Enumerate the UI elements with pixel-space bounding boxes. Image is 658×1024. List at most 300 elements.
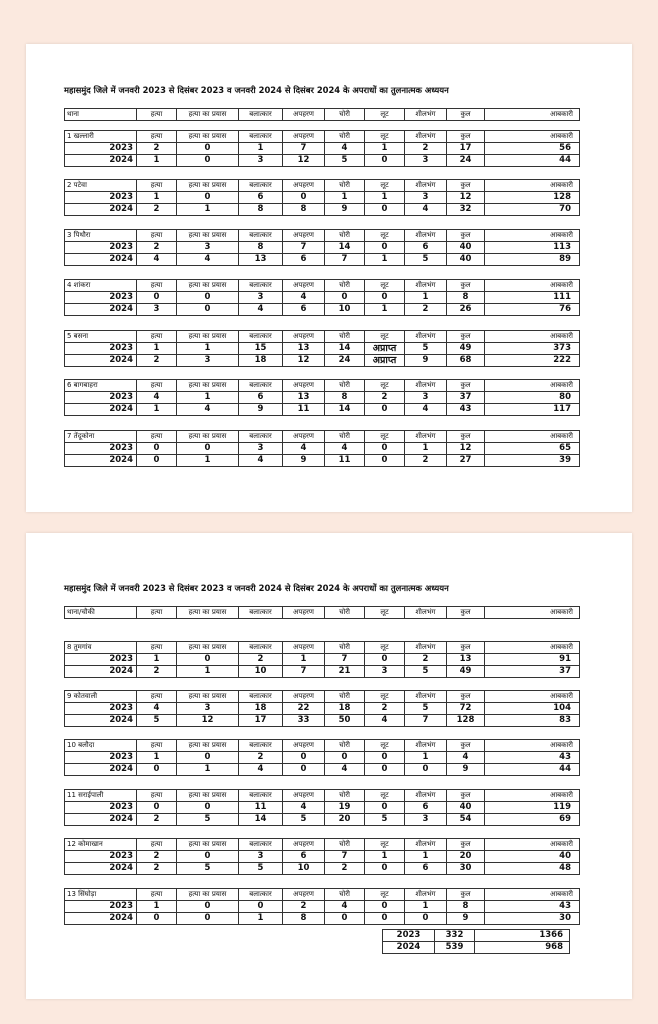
value-murder: 4 (137, 254, 177, 266)
column-label-total: कुल (447, 131, 485, 143)
value-total: 13 (447, 654, 485, 666)
column-label-attempt-murder: हत्या का प्रयास (177, 642, 239, 654)
column-label-excise: आबकारी (485, 839, 580, 851)
value-attempt-murder: 0 (177, 143, 239, 155)
value-kidnapping: 12 (283, 355, 325, 367)
header-total: कुल (447, 607, 485, 619)
station-header-row (65, 131, 580, 143)
value-total: 49 (447, 343, 485, 355)
column-label-rape: बलात्कार (239, 691, 283, 703)
totals-excise: 1366 (475, 930, 570, 942)
value-total: 54 (447, 814, 485, 826)
value-excise: 89 (485, 254, 580, 266)
totals-sum: 332 (435, 930, 475, 942)
value-robbery: 4 (365, 715, 405, 727)
year-cell: 2023 (65, 443, 137, 455)
column-label-attempt-murder: हत्या का प्रयास (177, 380, 239, 392)
header-murder: हत्या (137, 109, 177, 121)
value-theft: 14 (325, 404, 365, 416)
totals-excise: 968 (475, 942, 570, 954)
column-label-molestation: शीलभंग (405, 131, 447, 143)
column-label-molestation: शीलभंग (405, 790, 447, 802)
value-molestation: 1 (405, 752, 447, 764)
column-label-theft: चोरी (325, 431, 365, 443)
value-murder: 2 (137, 666, 177, 678)
year-row (65, 455, 580, 467)
year-row (65, 666, 580, 678)
value-robbery: 3 (365, 666, 405, 678)
header-station: थाना (65, 109, 137, 121)
column-label-attempt-murder: हत्या का प्रयास (177, 280, 239, 292)
value-total: 40 (447, 242, 485, 254)
value-murder: 1 (137, 752, 177, 764)
value-murder: 5 (137, 715, 177, 727)
value-theft: 10 (325, 304, 365, 316)
totals-sum: 539 (435, 942, 475, 954)
value-molestation: 6 (405, 802, 447, 814)
column-label-theft: चोरी (325, 740, 365, 752)
year-row (65, 851, 580, 863)
value-robbery: 1 (365, 851, 405, 863)
value-theft: 2 (325, 863, 365, 875)
year-row (65, 802, 580, 814)
station-table (64, 379, 580, 416)
value-attempt-murder: 0 (177, 304, 239, 316)
year-row (65, 404, 580, 416)
value-molestation: 6 (405, 863, 447, 875)
value-total: 72 (447, 703, 485, 715)
value-molestation: 2 (405, 304, 447, 316)
station-table (64, 739, 580, 776)
station-header-row (65, 230, 580, 242)
column-label-excise: आबकारी (485, 889, 580, 901)
year-row (65, 703, 580, 715)
column-label-molestation: शीलभंग (405, 280, 447, 292)
value-kidnapping: 6 (283, 304, 325, 316)
value-excise: 70 (485, 204, 580, 216)
value-theft: 19 (325, 802, 365, 814)
column-label-robbery: लूट (365, 331, 405, 343)
value-robbery: 0 (365, 654, 405, 666)
column-label-attempt-murder: हत्या का प्रयास (177, 790, 239, 802)
value-murder: 2 (137, 814, 177, 826)
value-theft: 21 (325, 666, 365, 678)
value-attempt-murder: 0 (177, 913, 239, 925)
column-label-total: कुल (447, 889, 485, 901)
value-kidnapping: 4 (283, 292, 325, 304)
value-robbery: 0 (365, 242, 405, 254)
value-kidnapping: 5 (283, 814, 325, 826)
year-cell: 2024 (65, 155, 137, 167)
header-molestation: शीलभंग (405, 109, 447, 121)
value-molestation: 5 (405, 666, 447, 678)
column-label-molestation: शीलभंग (405, 889, 447, 901)
value-kidnapping: 0 (283, 752, 325, 764)
value-excise: 113 (485, 242, 580, 254)
station-header-row (65, 790, 580, 802)
station-name: 6 बागबाहरा (65, 380, 137, 392)
value-robbery: 1 (365, 254, 405, 266)
column-label-murder: हत्या (137, 691, 177, 703)
value-molestation: 5 (405, 703, 447, 715)
value-excise: 222 (485, 355, 580, 367)
value-molestation: 0 (405, 764, 447, 776)
year-cell: 2023 (65, 392, 137, 404)
column-label-robbery: लूट (365, 691, 405, 703)
year-cell: 2024 (65, 863, 137, 875)
station-name: 5 बसना (65, 331, 137, 343)
year-row (65, 764, 580, 776)
year-row (65, 242, 580, 254)
column-label-molestation: शीलभंग (405, 642, 447, 654)
year-cell: 2023 (65, 654, 137, 666)
year-cell: 2024 (65, 814, 137, 826)
station-header-row (65, 331, 580, 343)
year-cell: 2023 (65, 343, 137, 355)
value-molestation: 2 (405, 455, 447, 467)
year-row (65, 355, 580, 367)
station-header-row (65, 642, 580, 654)
value-total: 12 (447, 192, 485, 204)
value-theft: 14 (325, 343, 365, 355)
header-attempt-murder: हत्या का प्रयास (177, 607, 239, 619)
value-theft: 7 (325, 851, 365, 863)
value-robbery: 2 (365, 392, 405, 404)
column-label-robbery: लूट (365, 740, 405, 752)
year-row (65, 343, 580, 355)
value-rape: 4 (239, 764, 283, 776)
value-total: 9 (447, 764, 485, 776)
column-label-molestation: शीलभंग (405, 331, 447, 343)
page-title: महासमुंद जिले में जनवरी 2023 से दिसंबर 2023 व जनवरी 2024 से दिसंबर 2024 के अपराधों का तुलनात्मक अध्ययन (64, 583, 449, 593)
station-table (64, 641, 580, 678)
value-total: 32 (447, 204, 485, 216)
column-label-murder: हत्या (137, 380, 177, 392)
value-molestation: 0 (405, 913, 447, 925)
value-total: 40 (447, 802, 485, 814)
year-row (65, 715, 580, 727)
value-theft: 4 (325, 901, 365, 913)
value-excise: 91 (485, 654, 580, 666)
column-label-excise: आबकारी (485, 380, 580, 392)
value-excise: 43 (485, 901, 580, 913)
value-rape: 3 (239, 443, 283, 455)
value-kidnapping: 13 (283, 343, 325, 355)
year-cell: 2024 (65, 913, 137, 925)
value-murder: 4 (137, 392, 177, 404)
year-cell: 2023 (65, 292, 137, 304)
column-label-robbery: लूट (365, 131, 405, 143)
column-label-murder: हत्या (137, 131, 177, 143)
column-label-robbery: लूट (365, 180, 405, 192)
column-label-theft: चोरी (325, 691, 365, 703)
value-rape: 18 (239, 703, 283, 715)
column-label-total: कुल (447, 740, 485, 752)
value-robbery: 0 (365, 292, 405, 304)
value-theft: 7 (325, 654, 365, 666)
value-attempt-murder: 3 (177, 355, 239, 367)
value-murder: 2 (137, 851, 177, 863)
column-label-theft: चोरी (325, 131, 365, 143)
station-name: 3 पिथौरा (65, 230, 137, 242)
station-header-row (65, 380, 580, 392)
column-label-total: कुल (447, 180, 485, 192)
value-attempt-murder: 12 (177, 715, 239, 727)
value-total: 24 (447, 155, 485, 167)
value-murder: 1 (137, 155, 177, 167)
value-molestation: 2 (405, 654, 447, 666)
value-robbery: 0 (365, 455, 405, 467)
column-label-robbery: लूट (365, 230, 405, 242)
column-label-excise: आबकारी (485, 180, 580, 192)
value-murder: 0 (137, 292, 177, 304)
value-excise: 30 (485, 913, 580, 925)
column-label-rape: बलात्कार (239, 180, 283, 192)
value-molestation: 3 (405, 814, 447, 826)
value-kidnapping: 7 (283, 143, 325, 155)
value-rape: 10 (239, 666, 283, 678)
column-label-murder: हत्या (137, 431, 177, 443)
column-label-total: कुल (447, 380, 485, 392)
column-label-molestation: शीलभंग (405, 740, 447, 752)
year-cell: 2023 (65, 143, 137, 155)
column-label-total: कुल (447, 280, 485, 292)
value-murder: 0 (137, 913, 177, 925)
station-name: 13 सिंघोड़ा (65, 889, 137, 901)
value-excise: 111 (485, 292, 580, 304)
station-header-row (65, 180, 580, 192)
column-label-attempt-murder: हत्या का प्रयास (177, 331, 239, 343)
station-name: 4 शांकरा (65, 280, 137, 292)
value-robbery: 0 (365, 204, 405, 216)
value-robbery: 1 (365, 192, 405, 204)
value-theft: 8 (325, 392, 365, 404)
value-excise: 83 (485, 715, 580, 727)
value-attempt-murder: 5 (177, 863, 239, 875)
value-molestation: 6 (405, 242, 447, 254)
value-total: 27 (447, 455, 485, 467)
value-total: 128 (447, 715, 485, 727)
column-label-kidnapping: अपहरण (283, 642, 325, 654)
value-molestation: 4 (405, 404, 447, 416)
value-attempt-murder: 4 (177, 254, 239, 266)
value-excise: 76 (485, 304, 580, 316)
value-theft: 14 (325, 242, 365, 254)
column-label-molestation: शीलभंग (405, 839, 447, 851)
header-robbery: लूट (365, 607, 405, 619)
value-theft: 20 (325, 814, 365, 826)
column-label-rape: बलात्कार (239, 740, 283, 752)
column-label-kidnapping: अपहरण (283, 790, 325, 802)
column-label-robbery: लूट (365, 642, 405, 654)
column-label-murder: हत्या (137, 889, 177, 901)
column-label-attempt-murder: हत्या का प्रयास (177, 431, 239, 443)
column-label-murder: हत्या (137, 230, 177, 242)
station-name: 10 बलौदा (65, 740, 137, 752)
year-row (65, 913, 580, 925)
year-row (65, 654, 580, 666)
year-row (65, 443, 580, 455)
value-kidnapping: 10 (283, 863, 325, 875)
station-table (64, 179, 580, 216)
document-page-1 (26, 44, 632, 512)
value-attempt-murder: 1 (177, 764, 239, 776)
value-attempt-murder: 0 (177, 901, 239, 913)
station-header-row (65, 740, 580, 752)
value-attempt-murder: 1 (177, 343, 239, 355)
station-name: 9 कोतवाली (65, 691, 137, 703)
value-rape: 1 (239, 143, 283, 155)
value-total: 40 (447, 254, 485, 266)
year-cell: 2023 (65, 242, 137, 254)
header-rape: बलात्कार (239, 607, 283, 619)
grand-totals-table (382, 929, 570, 954)
year-cell: 2024 (65, 304, 137, 316)
station-table (64, 690, 580, 727)
value-theft: 5 (325, 155, 365, 167)
column-label-murder: हत्या (137, 740, 177, 752)
value-molestation: 1 (405, 443, 447, 455)
value-rape: 4 (239, 304, 283, 316)
year-row (65, 292, 580, 304)
value-murder: 1 (137, 654, 177, 666)
value-molestation: 5 (405, 254, 447, 266)
header-theft: चोरी (325, 109, 365, 121)
value-kidnapping: 7 (283, 666, 325, 678)
header-excise: आबकारी (485, 109, 580, 121)
totals-row (383, 942, 570, 954)
value-attempt-murder: 0 (177, 802, 239, 814)
station-table (64, 130, 580, 167)
page-title: महासमुंद जिले में जनवरी 2023 से दिसंबर 2023 व जनवरी 2024 से दिसंबर 2024 के अपराधों का तुलनात्मक अध्ययन (64, 85, 449, 95)
value-theft: 9 (325, 204, 365, 216)
value-excise: 44 (485, 155, 580, 167)
column-label-robbery: लूट (365, 380, 405, 392)
column-label-kidnapping: अपहरण (283, 431, 325, 443)
column-label-total: कुल (447, 431, 485, 443)
value-total: 12 (447, 443, 485, 455)
value-total: 8 (447, 292, 485, 304)
value-theft: 11 (325, 455, 365, 467)
value-robbery: 0 (365, 443, 405, 455)
value-robbery: 5 (365, 814, 405, 826)
value-total: 20 (447, 851, 485, 863)
column-label-theft: चोरी (325, 331, 365, 343)
column-label-excise: आबकारी (485, 691, 580, 703)
column-label-rape: बलात्कार (239, 790, 283, 802)
value-rape: 13 (239, 254, 283, 266)
value-murder: 2 (137, 863, 177, 875)
column-label-attempt-murder: हत्या का प्रयास (177, 230, 239, 242)
value-theft: 4 (325, 764, 365, 776)
value-attempt-murder: 1 (177, 455, 239, 467)
main-header-table (64, 606, 580, 619)
column-label-rape: बलात्कार (239, 380, 283, 392)
value-kidnapping: 8 (283, 204, 325, 216)
value-total: 68 (447, 355, 485, 367)
value-robbery: 0 (365, 913, 405, 925)
year-row (65, 254, 580, 266)
value-excise: 37 (485, 666, 580, 678)
header-station: थाना/चौकी (65, 607, 137, 619)
value-excise: 104 (485, 703, 580, 715)
value-kidnapping: 0 (283, 192, 325, 204)
year-row (65, 204, 580, 216)
value-molestation: 9 (405, 355, 447, 367)
column-label-excise: आबकारी (485, 740, 580, 752)
column-label-murder: हत्या (137, 280, 177, 292)
value-murder: 2 (137, 242, 177, 254)
value-kidnapping: 1 (283, 654, 325, 666)
station-table (64, 430, 580, 467)
column-label-theft: चोरी (325, 280, 365, 292)
value-murder: 1 (137, 343, 177, 355)
value-attempt-murder: 0 (177, 443, 239, 455)
value-excise: 56 (485, 143, 580, 155)
column-label-robbery: लूट (365, 889, 405, 901)
value-excise: 119 (485, 802, 580, 814)
column-label-theft: चोरी (325, 230, 365, 242)
year-row (65, 143, 580, 155)
value-kidnapping: 22 (283, 703, 325, 715)
column-label-robbery: लूट (365, 280, 405, 292)
column-label-attempt-murder: हत्या का प्रयास (177, 889, 239, 901)
value-kidnapping: 4 (283, 802, 325, 814)
value-rape: 15 (239, 343, 283, 355)
main-header-row (65, 607, 580, 619)
column-label-excise: आबकारी (485, 790, 580, 802)
value-excise: 65 (485, 443, 580, 455)
year-cell: 2024 (65, 764, 137, 776)
value-kidnapping: 33 (283, 715, 325, 727)
column-label-attempt-murder: हत्या का प्रयास (177, 839, 239, 851)
value-total: 8 (447, 901, 485, 913)
value-theft: 1 (325, 192, 365, 204)
station-table (64, 838, 580, 875)
column-label-rape: बलात्कार (239, 889, 283, 901)
value-murder: 1 (137, 901, 177, 913)
value-total: 37 (447, 392, 485, 404)
value-total: 30 (447, 863, 485, 875)
value-total: 26 (447, 304, 485, 316)
value-murder: 2 (137, 204, 177, 216)
value-kidnapping: 2 (283, 901, 325, 913)
year-cell: 2024 (65, 404, 137, 416)
column-label-kidnapping: अपहरण (283, 380, 325, 392)
column-label-attempt-murder: हत्या का प्रयास (177, 740, 239, 752)
station-name: 11 सराईपाली (65, 790, 137, 802)
value-rape: 1 (239, 913, 283, 925)
value-attempt-murder: 0 (177, 654, 239, 666)
station-name: 2 पटेवा (65, 180, 137, 192)
station-table (64, 279, 580, 316)
year-row (65, 863, 580, 875)
value-attempt-murder: 5 (177, 814, 239, 826)
station-header-row (65, 691, 580, 703)
station-table (64, 330, 580, 367)
station-table (64, 229, 580, 266)
value-robbery: 0 (365, 752, 405, 764)
value-attempt-murder: 4 (177, 404, 239, 416)
value-murder: 2 (137, 355, 177, 367)
column-label-rape: बलात्कार (239, 642, 283, 654)
column-label-robbery: लूट (365, 431, 405, 443)
value-excise: 40 (485, 851, 580, 863)
column-label-attempt-murder: हत्या का प्रयास (177, 180, 239, 192)
value-total: 49 (447, 666, 485, 678)
station-header-row (65, 889, 580, 901)
value-murder: 4 (137, 703, 177, 715)
